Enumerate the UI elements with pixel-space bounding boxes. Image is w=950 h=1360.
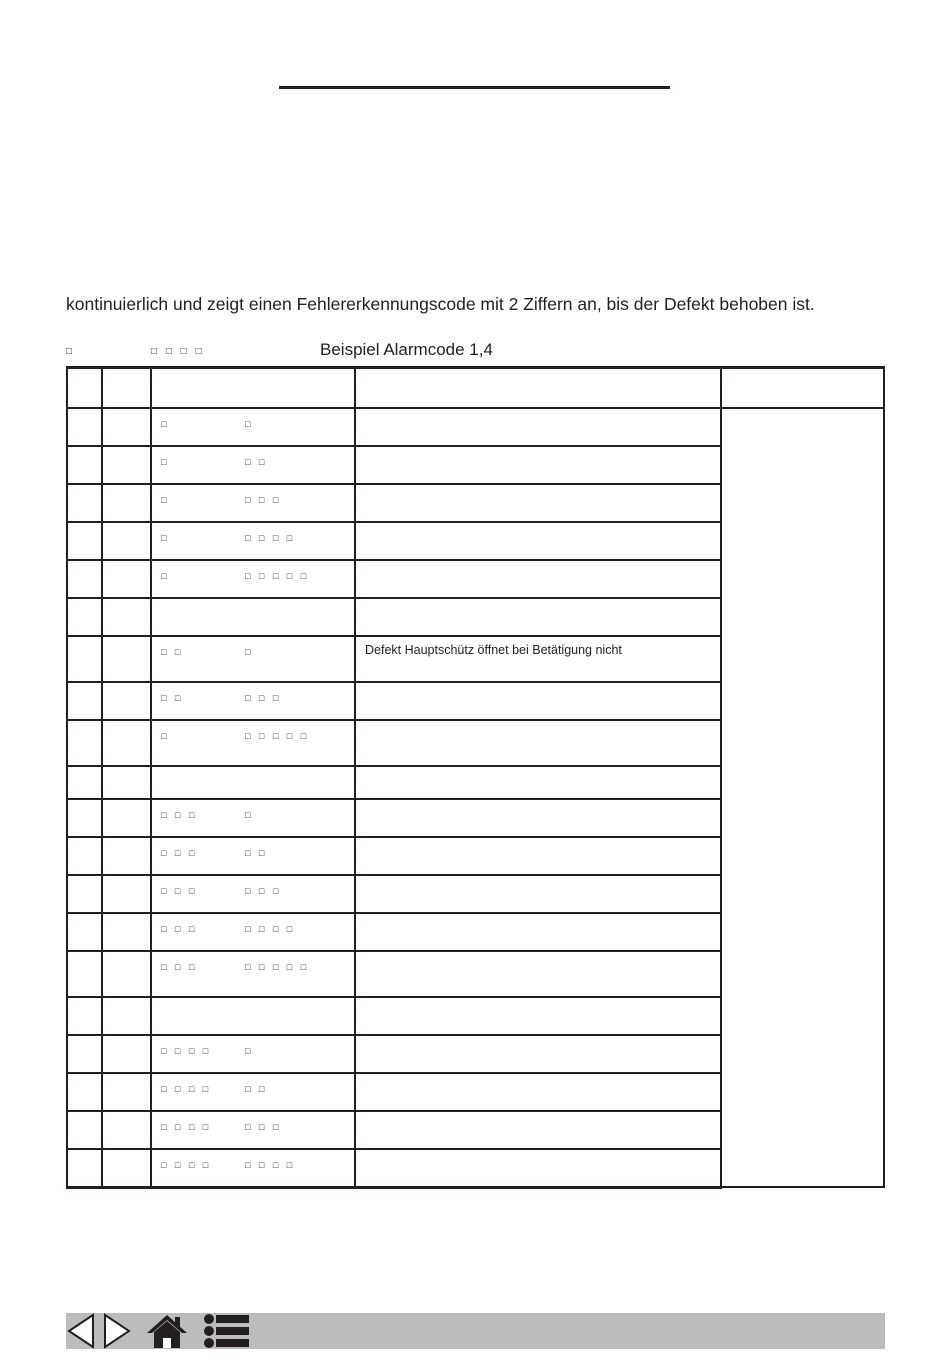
fault-description-text (356, 1150, 720, 1156)
fault-description-cell (355, 875, 721, 913)
next-page-icon[interactable] (102, 1313, 132, 1349)
alarm-code-cell (102, 799, 151, 837)
blink-group-second: □ □ □ (245, 1122, 282, 1132)
fault-description-text (356, 1074, 720, 1080)
fault-description-text (356, 1036, 720, 1042)
blink-group-second: □ (245, 1046, 254, 1056)
row-number-cell (67, 408, 102, 446)
alarm-code-cell (102, 636, 151, 682)
fault-description-text (356, 838, 720, 844)
alarm-code-cell (102, 408, 151, 446)
row-number-cell (67, 682, 102, 720)
fault-description-text (356, 409, 720, 415)
fault-description-cell (355, 1073, 721, 1111)
blink-pattern-cell (151, 837, 355, 875)
fault-description-cell (355, 720, 721, 766)
previous-page-icon[interactable] (66, 1313, 96, 1349)
fault-description-text (356, 800, 720, 806)
blink-group-second: □ □ (245, 1084, 268, 1094)
row-number-cell (67, 484, 102, 522)
blink-pattern-cell (151, 1149, 355, 1187)
fault-description-cell (355, 560, 721, 598)
navigation-bar (66, 1313, 885, 1349)
row-number-cell (67, 598, 102, 636)
blink-group-first: □ (161, 571, 170, 581)
blink-group-first: □ (161, 533, 170, 543)
blink-group-first: □ □ □ □ (161, 1046, 212, 1056)
blink-group-first: □ □ □ (161, 848, 198, 858)
alarm-code-cell (102, 766, 151, 799)
row-number-cell (67, 522, 102, 560)
row-number-cell (67, 1149, 102, 1187)
blink-group-first: □ □ □ (161, 886, 198, 896)
blink-pattern-cell (151, 951, 355, 997)
row-number-cell (67, 720, 102, 766)
fault-description-text (356, 523, 720, 529)
blink-group-second: □ □ □ □ (245, 1160, 296, 1170)
fault-description-cell (355, 408, 721, 446)
blink-pattern-cell (151, 560, 355, 598)
fault-description-text: Defekt Hauptschütz öffnet bei Betätigung nicht (365, 643, 622, 657)
home-icon[interactable] (146, 1313, 188, 1349)
blink-pattern-cell (151, 720, 355, 766)
blink-group-first: □ (161, 419, 170, 429)
blink-group-second: □ □ (245, 457, 268, 467)
row-number-cell (67, 997, 102, 1035)
alarm-code-cell (102, 997, 151, 1035)
blink-pattern-cell (151, 522, 355, 560)
alarm-code-cell (102, 484, 151, 522)
blink-group-second: □ □ □ (245, 693, 282, 703)
row-number-cell (67, 875, 102, 913)
fault-description-text (356, 876, 720, 882)
fault-description-cell (355, 1149, 721, 1187)
blink-group-first: □ (161, 495, 170, 505)
blink-group-first: □ □ □ □ (161, 1084, 212, 1094)
blink-pattern-cell (151, 913, 355, 951)
table-row (67, 408, 884, 446)
row-number-cell (67, 446, 102, 484)
fault-description-cell (355, 598, 721, 636)
fault-description-cell (355, 997, 721, 1035)
alarm-code-cell (102, 446, 151, 484)
blink-pattern-cell (151, 1073, 355, 1111)
alarm-code-table (66, 366, 885, 1189)
row-number-cell (67, 560, 102, 598)
row-number-cell (67, 837, 102, 875)
blink-pattern-cell (151, 799, 355, 837)
blink-group-first: □ □ □ □ (161, 1160, 212, 1170)
blink-pattern-cell (151, 766, 355, 799)
blink-group-first: □ □ □ (161, 924, 198, 934)
alarm-code-cell (102, 720, 151, 766)
row-number-cell (67, 636, 102, 682)
blink-pattern-cell (151, 446, 355, 484)
fault-description-text (356, 998, 720, 1004)
blink-pattern-cell (151, 408, 355, 446)
fault-description-text (356, 561, 720, 567)
intro-paragraph: kontinuierlich und zeigt einen Fehlererkennungscode mit 2 Ziffern an, bis der Defekt behoben ist. (66, 294, 815, 314)
fault-description-text (356, 767, 720, 773)
fault-description-cell (355, 951, 721, 997)
blink-pattern-cell (151, 682, 355, 720)
fault-description-text (356, 447, 720, 453)
header-cell (151, 368, 355, 409)
row-number-cell (67, 1111, 102, 1149)
alarm-code-cell (102, 875, 151, 913)
fault-description-text (356, 952, 720, 958)
blink-pattern-cell (151, 484, 355, 522)
title-rule (279, 86, 670, 89)
alarm-code-cell (102, 598, 151, 636)
blink-group-second: □ □ □ □ □ (245, 962, 310, 972)
blink-group-first: □ (161, 457, 170, 467)
blink-group-second: □ □ (245, 848, 268, 858)
fault-description-text (356, 683, 720, 689)
blink-pattern-cell (151, 636, 355, 682)
header-cell (721, 368, 884, 409)
fault-description-text (356, 485, 720, 491)
legend-square-single: □ (66, 346, 73, 357)
alarm-code-cell (102, 837, 151, 875)
remedy-cell (721, 408, 884, 1187)
blink-pattern-cell (151, 1035, 355, 1073)
code-legend (0, 340, 950, 362)
fault-description-cell (355, 636, 721, 682)
blink-pattern-cell (151, 997, 355, 1035)
fault-description-cell (355, 682, 721, 720)
table-of-contents-icon[interactable] (202, 1313, 252, 1349)
row-number-cell (67, 1035, 102, 1073)
row-number-cell (67, 913, 102, 951)
blink-group-second: □ (245, 810, 254, 820)
alarm-code-cell (102, 1149, 151, 1187)
row-number-cell (67, 799, 102, 837)
row-number-cell (67, 951, 102, 997)
blink-group-first: □ □ (161, 693, 184, 703)
blink-group-first: □ □ □ □ (161, 1122, 212, 1132)
header-cell (102, 368, 151, 409)
blink-group-first: □ □ (161, 647, 184, 657)
blink-group-first: □ (161, 731, 170, 741)
blink-pattern-cell (151, 598, 355, 636)
row-number-cell (67, 1073, 102, 1111)
fault-description-cell (355, 1111, 721, 1149)
fault-description-cell (355, 522, 721, 560)
blink-group-second: □ □ □ □ □ (245, 731, 310, 741)
fault-description-cell (355, 484, 721, 522)
alarm-code-cell (102, 522, 151, 560)
blink-group-second: □ □ □ □ □ (245, 571, 310, 581)
row-number-cell (67, 766, 102, 799)
alarm-code-cell (102, 1035, 151, 1073)
fault-description-cell (355, 446, 721, 484)
blink-group-second: □ (245, 419, 254, 429)
blink-group-second: □ (245, 647, 254, 657)
legend-squares-group: □ □ □ □ (151, 346, 205, 357)
fault-description-text (356, 721, 720, 727)
fault-description-text (356, 1112, 720, 1118)
blink-group-second: □ □ □ □ (245, 533, 296, 543)
fault-description-cell (355, 799, 721, 837)
alarm-code-cell (102, 560, 151, 598)
blink-pattern-cell (151, 875, 355, 913)
alarm-code-cell (102, 1111, 151, 1149)
example-alarm-code-label: Beispiel Alarmcode 1,4 (320, 340, 493, 359)
fault-description-cell (355, 913, 721, 951)
blink-group-second: □ □ □ (245, 886, 282, 896)
alarm-code-cell (102, 913, 151, 951)
alarm-code-cell (102, 682, 151, 720)
fault-description-text (356, 599, 720, 605)
alarm-code-cell (102, 1073, 151, 1111)
header-cell (67, 368, 102, 409)
blink-pattern-cell (151, 1111, 355, 1149)
blink-group-second: □ □ □ □ (245, 924, 296, 934)
blink-group-first: □ □ □ (161, 962, 198, 972)
header-cell (355, 368, 721, 409)
fault-description-cell (355, 1035, 721, 1073)
fault-description-text (356, 914, 720, 920)
alarm-code-cell (102, 951, 151, 997)
blink-group-second: □ □ □ (245, 495, 282, 505)
fault-description-cell (355, 766, 721, 799)
blink-group-first: □ □ □ (161, 810, 198, 820)
table-header-row (67, 368, 884, 409)
fault-description-cell (355, 837, 721, 875)
